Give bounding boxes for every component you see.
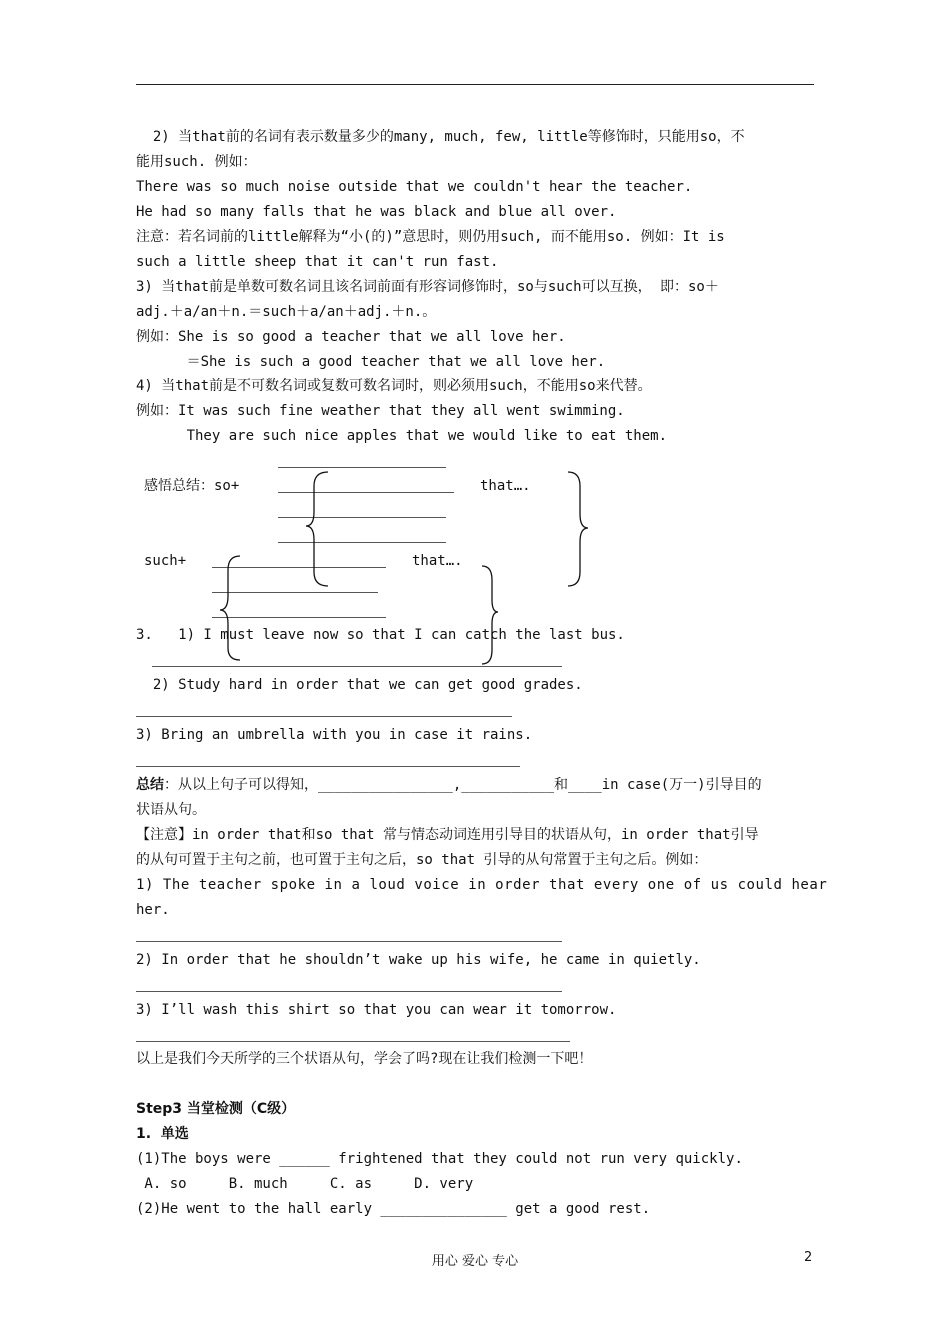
blank-line	[152, 666, 562, 667]
step3-title: Step3 当堂检测（C级）	[136, 1101, 296, 1117]
blank-line	[136, 716, 512, 717]
text-line: ＝She is such a good teacher that we all love her.	[136, 354, 606, 370]
so-label: 感悟总结：so+	[144, 478, 240, 494]
conclusion-text: ：从以上句子可以得知，________________,___________和____in case(万一)引导目的	[164, 777, 762, 793]
blank-line	[136, 1041, 570, 1042]
footer-text: 用心 爱心 专心	[431, 1254, 519, 1269]
note-line: 【注意】in order that和so that 常与情态动词连用引导目的状语从句，in order that引导	[136, 827, 759, 843]
blank-line	[136, 991, 562, 992]
text-line: 例如：She is so good a teacher that we all love her.	[136, 329, 566, 345]
example-sentence: 2) Study hard in order that we can get good grades.	[136, 677, 583, 693]
so-that-label: that….	[480, 478, 531, 494]
conclusion-line	[136, 776, 762, 794]
right-brace-such	[482, 566, 498, 664]
example-sentence: her.	[136, 902, 170, 918]
text-line: 2) 当that前的名词有表示数量多少的many, much, few, little等修饰时，只能用so，不	[136, 129, 745, 145]
text-line: 3) 当that前是单数可数名词且该名词前面有形容词修饰时，so与such可以互换， 即：so＋	[136, 279, 719, 295]
conclusion-label: 总结	[136, 777, 164, 793]
text-line: 4) 当that前是不可数名词或复数可数名词时，则必须用such，不能用so来代替。	[136, 378, 652, 394]
question-heading: 1. 单选	[136, 1126, 189, 1142]
text-line: There was so much noise outside that we couldn't hear the teacher.	[136, 179, 693, 195]
example-sentence: 1) The teacher spoke in a loud voice in order that every one of us could hear	[136, 877, 828, 893]
text-line: They are such nice apples that we would like to eat them.	[136, 428, 668, 444]
example-sentence: 3) I’ll wash this shirt so that you can wear it tomorrow.	[136, 1002, 617, 1018]
blank-line	[136, 766, 520, 767]
question-2: (2)He went to the hall early _______________ get a good rest.	[136, 1201, 651, 1217]
closing-text: 以上是我们今天所学的三个状语从句，学会了吗?现在让我们检测一下吧！	[136, 1051, 593, 1067]
example-sentence: 3) Bring an umbrella with you in case it rains.	[136, 727, 533, 743]
left-brace-such	[220, 556, 240, 660]
blank-line	[136, 941, 562, 942]
text-line: He had so many falls that he was black and blue all over.	[136, 204, 617, 220]
text-line: 例如：It was such fine weather that they all went swimming.	[136, 403, 625, 419]
such-that-label: that….	[412, 553, 463, 569]
text-line: 注意：若名词前的little解释为“小(的)”意思时，则仍用such, 而不能用so. 例如：It is	[136, 229, 725, 245]
text-line: 能用such. 例如：	[136, 154, 257, 170]
such-label: such+	[144, 553, 187, 569]
page-number: 2	[804, 1250, 813, 1265]
left-brace-so	[306, 472, 328, 586]
text-line: such a little sheep that it can't run fast.	[136, 254, 499, 270]
question-1: (1)The boys were ______ frightened that they could not run very quickly.	[136, 1151, 743, 1167]
text-line: adj.＋a/an＋n.＝such＋a/an＋adj.＋n.。	[136, 304, 437, 320]
text-line: 状语从句。	[136, 802, 206, 818]
example-sentence: 2) In order that he shouldn’t wake up his wife, he came in quietly.	[136, 952, 701, 968]
example-sentence: 3. 1) I must leave now so that I can catch the last bus.	[136, 627, 625, 643]
right-brace-so	[568, 472, 588, 586]
question-1-options: A. so B. much C. as D. very	[136, 1176, 474, 1192]
note-line: 的从句可置于主句之前，也可置于主句之后，so that 引导的从句常置于主句之后。例如：	[136, 852, 708, 868]
